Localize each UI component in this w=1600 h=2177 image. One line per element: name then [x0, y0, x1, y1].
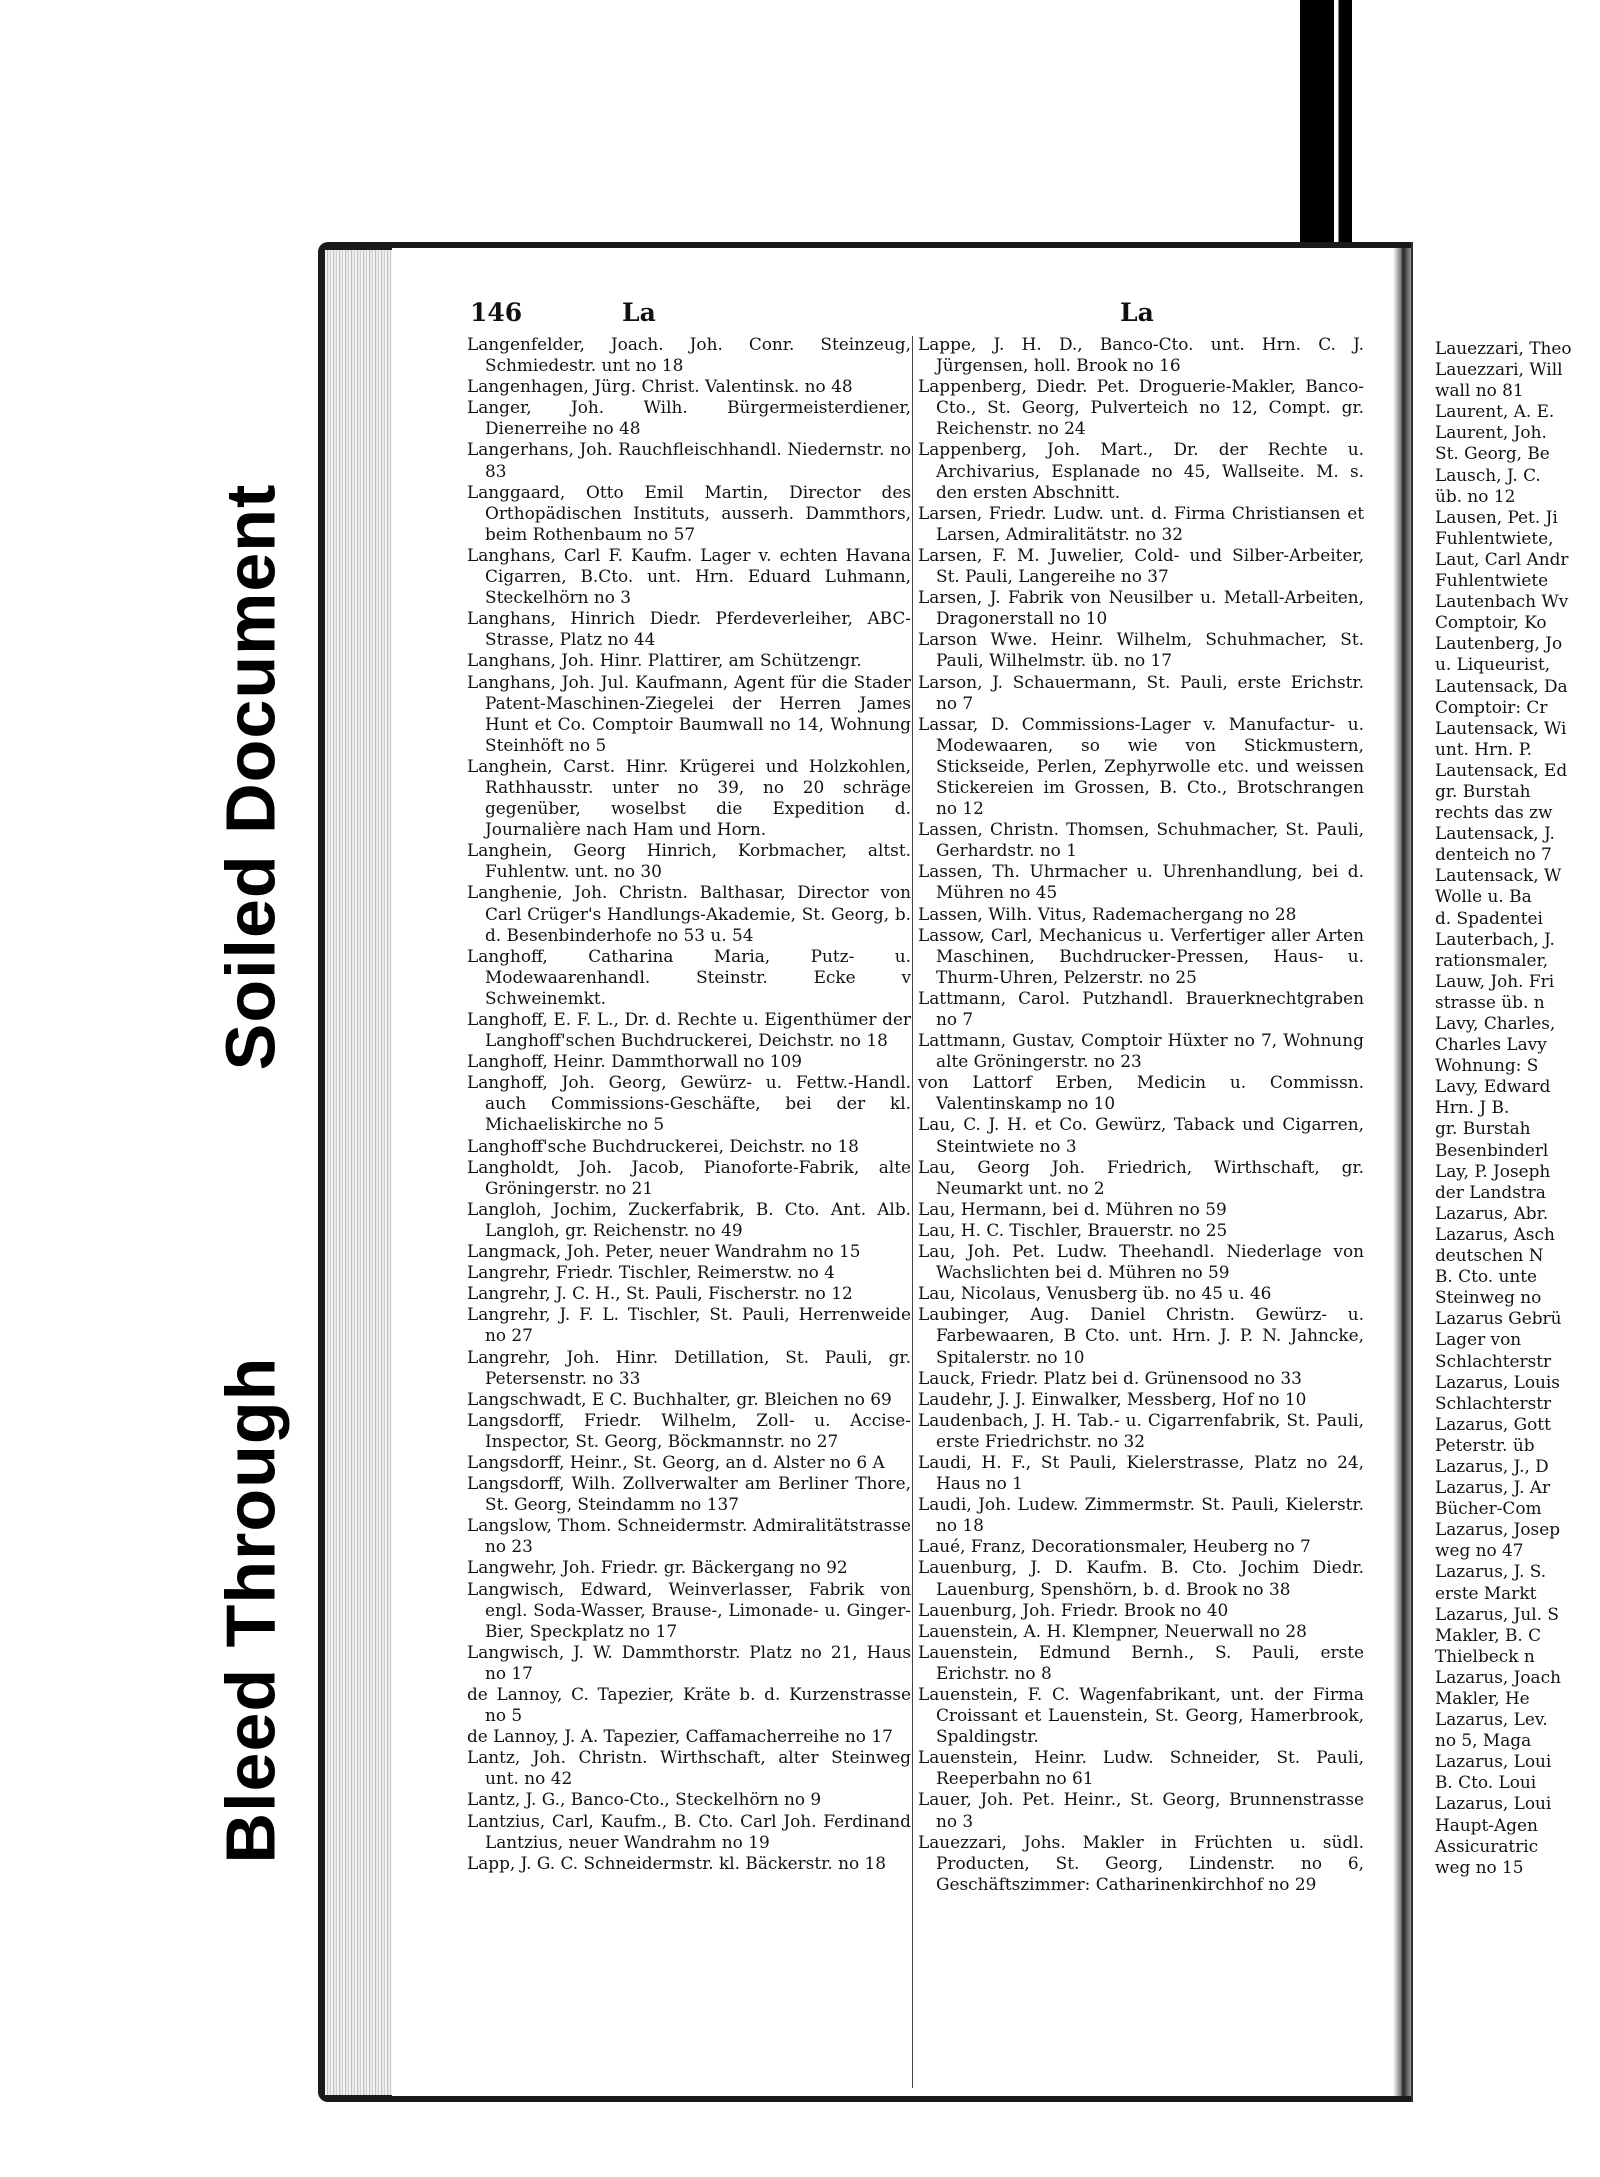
directory-entry: Langhoff, Catharina Maria, Putz- u. Modewaarenhandl. Steinstr. Ecke v Schweinemkt. [467, 945, 911, 1008]
directory-entry: Lantz, Joh. Christn. Wirthschaft, alter Steinweg unt. no 42 [467, 1747, 911, 1789]
directory-entry: Laudi, Joh. Ludew. Zimmermstr. St. Pauli, Kielerstr. no 18 [918, 1494, 1364, 1536]
directory-entry: Langsdorff, Friedr. Wilhelm, Zoll- u. Accise-Inspector, St. Georg, Böckmannstr. no 27 [467, 1409, 911, 1451]
directory-entry: Langrehr, J. F. L. Tischler, St. Pauli, Herrenweide no 27 [467, 1304, 911, 1346]
directory-entry: Lauer, Joh. Pet. Heinr., St. Georg, Brunnenstrasse no 3 [918, 1789, 1364, 1831]
directory-entry: Larsen, J. Fabrik von Neusilber u. Metall-Arbeiten, Dragonerstall no 10 [918, 587, 1364, 629]
directory-entry: Lazarus, Gott [1435, 1413, 1551, 1434]
directory-entry: Lau, Nicolaus, Venusberg üb. no 45 u. 46 [918, 1283, 1272, 1304]
directory-entry: Lautenberg, Jo [1435, 633, 1563, 654]
directory-entry: Lappe, J. H. D., Banco-Cto. unt. Hrn. C. J. Jürgensen, holl. Brook no 16 [918, 334, 1364, 376]
directory-entry: St. Georg, Be [1435, 443, 1550, 464]
directory-entry: Lau, Hermann, bei d. Mühren no 59 [918, 1198, 1227, 1219]
top-black-bar-secondary [1322, 0, 1352, 245]
directory-entry: Langslow, Thom. Schneidermstr. Admiralitätstrasse no 23 [467, 1515, 911, 1557]
directory-entry: Schlachterstr [1435, 1392, 1552, 1413]
column-divider [912, 336, 913, 2088]
directory-entry: Langhein, Carst. Hinr. Krügerei und Holzkohlen, Rathhausstr. unter no 39, no 20 schräge gegenüber, woselbst die Expedition d. Journalière nach Ham und Horn. [467, 755, 911, 840]
directory-entry: de Lannoy, C. Tapezier, Kräte b. d. Kurzenstrasse no 5 [467, 1684, 911, 1726]
directory-entry: Lappenberg, Joh. Mart., Dr. der Rechte u. Archivarius, Esplanade no 45, Wallseite. M. s. den ersten Abschnitt. [918, 439, 1364, 502]
directory-entry: Lautensack, Wi [1435, 717, 1567, 738]
directory-entry: Lazarus Gebrü [1435, 1308, 1562, 1329]
directory-entry: Steinweg no [1435, 1287, 1542, 1308]
directory-entry: Langsdorff, Wilh. Zollverwalter am Berliner Thore, St. Georg, Steindamm no 137 [467, 1473, 911, 1515]
directory-entry: Lassen, Wilh. Vitus, Rademachergang no 28 [918, 903, 1297, 924]
directory-entry: Langhoff, E. F. L., Dr. d. Rechte u. Eigenthümer der Langhoff'schen Buchdruckerei, Deichstr. no 18 [467, 1009, 911, 1051]
directory-entry: Langwehr, Joh. Friedr. gr. Bäckergang no 92 [467, 1557, 848, 1578]
directory-entry: Langsdorff, Heinr., St. Georg, an d. Alster no 6 A [467, 1451, 885, 1472]
directory-entry: Lazarus, Abr. [1435, 1202, 1549, 1223]
directory-entry: rationsmaler, [1435, 949, 1549, 970]
directory-entry: Langholdt, Joh. Jacob, Pianoforte-Fabrik, alte Gröningerstr. no 21 [467, 1156, 911, 1198]
directory-entry: strasse üb. n [1435, 991, 1545, 1012]
directory-entry: u. Liqueurist, [1435, 654, 1551, 675]
directory-entry: Lassen, Th. Uhrmacher u. Uhrenhandlung, bei d. Mühren no 45 [918, 861, 1364, 903]
directory-entry: Larson, J. Schauermann, St. Pauli, erste Erichstr. no 7 [918, 671, 1364, 713]
directory-entry: Larsen, F. M. Juwelier, Cold- und Silber-Arbeiter, St. Pauli, Langereihe no 37 [918, 544, 1364, 587]
directory-entry: Lazarus, Joach [1435, 1666, 1561, 1687]
directory-entry: Peterstr. üb [1435, 1434, 1535, 1455]
directory-column-right [1435, 338, 1600, 1878]
directory-entry: Laurent, Joh. [1435, 422, 1547, 443]
directory-entry: Langschwadt, E C. Buchhalter, gr. Bleichen no 69 [467, 1388, 892, 1409]
directory-entry: Lauenstein, A. H. Klempner, Neuerwall no 28 [918, 1620, 1307, 1641]
directory-entry: Lapp, J. G. C. Schneidermstr. kl. Bäckerstr. no 18 [467, 1852, 886, 1873]
directory-entry: Laudi, H. F., St Pauli, Kielerstrasse, Platz no 24, Haus no 1 [918, 1451, 1364, 1494]
directory-entry: Lauenburg, Joh. Friedr. Brook no 40 [918, 1599, 1229, 1620]
page-edges [325, 250, 393, 2095]
directory-entry: Lau, H. C. Tischler, Brauerstr. no 25 [918, 1219, 1228, 1240]
directory-entry: Makler, B. C [1435, 1624, 1542, 1645]
directory-entry: d. Spadentei [1435, 907, 1543, 928]
directory-entry: Langwisch, Edward, Weinverlasser, Fabrik von engl. Soda-Wasser, Brause-, Limonade- u. Ginger-Bier, Speckplatz no 17 [467, 1578, 911, 1641]
book-gutter [1393, 248, 1411, 2096]
directory-entry: Besenbinderl [1435, 1139, 1549, 1160]
directory-entry: Charles Lavy [1435, 1034, 1547, 1055]
directory-entry: de Lannoy, J. A. Tapezier, Caffamacherreihe no 17 [467, 1726, 893, 1747]
directory-entry: Langrehr, J. C. H., St. Pauli, Fischerstr. no 12 [467, 1283, 853, 1304]
directory-entry: Haupt-Agen [1435, 1814, 1538, 1835]
directory-entry: Assicuratric [1435, 1835, 1539, 1856]
directory-entry: Langgaard, Otto Emil Martin, Director des Orthopädischen Instituts, ausserh. Dammthors, beim Rothenbaum no 57 [467, 481, 911, 544]
directory-entry: Lappenberg, Diedr. Pet. Droguerie-Makler, Banco-Cto., St. Georg, Pulverteich no 12, Compt. gr. Reichenstr. no 24 [918, 376, 1364, 439]
directory-entry: Lassow, Carl, Mechanicus u. Verfertiger aller Arten Maschinen, Buchdrucker-Pressen, Haus- u. Thurm-Uhren, Pelzerstr. no 25 [918, 924, 1364, 987]
top-black-bar [1300, 0, 1322, 245]
directory-entry: Laurent, A. E. [1435, 401, 1555, 422]
directory-entry: Langerhans, Joh. Rauchfleischhandl. Niedernstr. no 83 [467, 439, 911, 481]
directory-entry: Lautensack, J. [1435, 823, 1555, 844]
directory-entry: Fuhlentwiete [1435, 570, 1549, 591]
directory-entry: Lazarus, Lev. [1435, 1709, 1548, 1730]
soiled-document-label [200, 472, 300, 1082]
directory-entry: Lantzius, Carl, Kaufm., B. Cto. Carl Joh. Ferdinand Lantzius, neuer Wandrahm no 19 [467, 1810, 911, 1852]
directory-entry: Lazarus, J. Ar [1435, 1477, 1551, 1498]
directory-entry: Lavy, Edward [1435, 1076, 1551, 1097]
directory-entry: Lausen, Pet. Ji [1435, 506, 1558, 527]
directory-entry: Lattmann, Gustav, Comptoir Hüxter no 7, Wohnung alte Gröningerstr. no 23 [918, 1030, 1364, 1072]
directory-entry: Langrehr, Friedr. Tischler, Reimerstw. no 4 [467, 1262, 835, 1283]
directory-entry: Lauck, Friedr. Platz bei d. Grünensood no 33 [918, 1367, 1302, 1388]
directory-entry: Fuhlentwiete, [1435, 527, 1554, 548]
directory-entry: Lauenstein, Heinr. Ludw. Schneider, St. Pauli, Reeperbahn no 61 [918, 1747, 1364, 1789]
directory-entry: Lager von [1435, 1329, 1522, 1350]
directory-entry: unt. Hrn. P. [1435, 738, 1533, 759]
running-header-middle: La [1120, 298, 1154, 327]
directory-entry: Langhein, Georg Hinrich, Korbmacher, altst. Fuhlentw. unt. no 30 [467, 840, 911, 882]
directory-entry: Bücher-Com [1435, 1498, 1542, 1519]
directory-entry: Langmack, Joh. Peter, neuer Wandrahm no 15 [467, 1241, 861, 1262]
directory-entry: üb. no 12 [1435, 485, 1516, 506]
directory-entry: Larson Wwe. Heinr. Wilhelm, Schuhmacher, St. Pauli, Wilhelmstr. üb. no 17 [918, 629, 1364, 671]
directory-entry: rechts das zw [1435, 802, 1553, 823]
directory-entry: Laudenbach, J. H. Tab.- u. Cigarrenfabrik, St. Pauli, erste Friedrichstr. no 32 [918, 1409, 1364, 1451]
directory-entry: Lautensack, W [1435, 865, 1562, 886]
page-number: 146 [470, 298, 523, 327]
directory-entry: Laut, Carl Andr [1435, 548, 1569, 569]
directory-entry: Langhans, Carl F. Kaufm. Lager v. echten Havana Cigarren, B.Cto. unt. Hrn. Eduard Luhmann, Steckelhörn no 3 [467, 544, 911, 608]
directory-entry: Langer, Joh. Wilh. Bürgermeisterdiener, Dienerreihe no 48 [467, 397, 911, 439]
directory-entry: Lauezzari, Will [1435, 359, 1563, 380]
directory-entry: Comptoir: Cr [1435, 696, 1548, 717]
directory-entry: Lazarus, Loui [1435, 1751, 1552, 1772]
directory-entry: Lautensack, Ed [1435, 759, 1568, 780]
directory-entry: Lavy, Charles, [1435, 1013, 1556, 1033]
directory-column-middle [918, 334, 1364, 1895]
directory-entry: Langrehr, Joh. Hinr. Detillation, St. Pauli, gr. Petersenstr. no 33 [467, 1346, 911, 1388]
directory-entry: Langwisch, J. W. Dammthorstr. Platz no 21, Haus no 17 [467, 1641, 911, 1683]
directory-entry: Hrn. J B. [1435, 1097, 1510, 1118]
directory-entry: Laudehr, J. J. Einwalker, Messberg, Hof no 10 [918, 1388, 1307, 1409]
directory-entry: der Landstra [1435, 1181, 1546, 1202]
directory-entry: Lauenstein, F. C. Wagenfabrikant, unt. der Firma Croissant et Lauenstein, St. Georg, Hamerbrook, Spaldingstr. [918, 1684, 1364, 1747]
directory-entry: Lau, C. J. H. et Co. Gewürz, Taback und Cigarren, Steintwiete no 3 [918, 1114, 1364, 1156]
directory-entry: Lazarus, Loui [1435, 1793, 1552, 1814]
directory-entry: Langhenie, Joh. Christn. Balthasar, Director von Carl Crüger's Handlungs-Akademie, St. Georg, b. d. Besenbinderhofe no 53 u. 54 [467, 882, 911, 945]
directory-entry: Langhoff'sche Buchdruckerei, Deichstr. no 18 [467, 1135, 859, 1156]
bleed-through-label [200, 1340, 300, 1880]
directory-entry: Lauenstein, Edmund Bernh., S. Pauli, erste Erichstr. no 8 [918, 1641, 1364, 1683]
directory-entry: erste Markt [1435, 1582, 1537, 1603]
directory-entry: Larsen, Friedr. Ludw. unt. d. Firma Christiansen et Larsen, Admiralitätstr. no 32 [918, 502, 1364, 544]
directory-entry: gr. Burstah [1435, 780, 1531, 801]
directory-entry: Lantz, J. G., Banco-Cto., Steckelhörn no 9 [467, 1789, 822, 1810]
directory-entry: Langhans, Joh. Hinr. Plattirer, am Schützengr. [467, 650, 862, 671]
directory-entry: Lauterbach, J. [1435, 928, 1555, 949]
directory-entry: Lautenbach Wv [1435, 591, 1569, 612]
directory-entry: Lazarus, J., D [1435, 1455, 1549, 1476]
directory-entry: Lauezzari, Theo [1435, 338, 1572, 358]
directory-entry: Lazarus, Asch [1435, 1223, 1555, 1244]
soiled-document-text: Soiled Document [211, 483, 290, 1071]
directory-entry: Wolle u. Ba [1435, 886, 1532, 907]
directory-entry: Lauenburg, J. D. Kaufm. B. Cto. Jochim Diedr. Lauenburg, Spenshörn, b. d. Brook no 38 [918, 1557, 1364, 1599]
directory-entry: Lassen, Christn. Thomsen, Schuhmacher, St. Pauli, Gerhardstr. no 1 [918, 819, 1364, 861]
directory-entry: Laubinger, Aug. Daniel Christn. Gewürz- u. Farbewaaren, B Cto. unt. Hrn. J. P. N. Jahncke, Spitalerstr. no 10 [918, 1304, 1364, 1367]
directory-entry: weg no 15 [1435, 1856, 1524, 1877]
directory-entry: B. Cto. unte [1435, 1266, 1538, 1287]
directory-entry: gr. Burstah [1435, 1118, 1531, 1139]
directory-column-left [467, 334, 911, 1874]
directory-entry: Lautensack, Da [1435, 675, 1568, 696]
directory-entry: Langhans, Hinrich Diedr. Pferdeverleiher, ABC-Strasse, Platz no 44 [467, 608, 911, 650]
directory-entry: Langenfelder, Joach. Joh. Conr. Steinzeug, Schmiedestr. unt no 18 [467, 334, 911, 376]
directory-entry: Schlachterstr [1435, 1350, 1552, 1371]
directory-entry: Laué, Franz, Decorationsmaler, Heuberg no 7 [918, 1536, 1311, 1557]
directory-entry: Langhoff, Joh. Georg, Gewürz- u. Fettw.-Handl. auch Commissions-Geschäfte, bei der kl. Michaeliskirche no 5 [467, 1072, 911, 1135]
directory-entry: Lausch, J. C. [1435, 464, 1541, 485]
directory-entry: Wohnung: S [1435, 1055, 1539, 1076]
directory-entry: Lauezzari, Johs. Makler in Früchten u. südl. Producten, St. Georg, Lindenstr. no 6, Geschäftszimmer: Catharinenkirchhof no 29 [918, 1831, 1364, 1894]
directory-entry: wall no 81 [1435, 380, 1524, 401]
directory-entry: Thielbeck n [1435, 1645, 1535, 1666]
directory-entry: von Lattorf Erben, Medicin u. Commissn. Valentinskamp no 10 [918, 1072, 1364, 1114]
directory-entry: Langenhagen, Jürg. Christ. Valentinsk. no 48 [467, 376, 853, 397]
directory-entry: Lauw, Joh. Fri [1435, 970, 1555, 991]
directory-entry: B. Cto. Loui [1435, 1772, 1537, 1793]
directory-entry: Lattmann, Carol. Putzhandl. Brauerknechtgraben no 7 [918, 987, 1364, 1029]
directory-entry: Langloh, Jochim, Zuckerfabrik, B. Cto. Ant. Alb. Langloh, gr. Reichenstr. no 49 [467, 1198, 911, 1240]
directory-entry: Makler, He [1435, 1688, 1530, 1708]
directory-entry: deutschen N [1435, 1245, 1544, 1266]
running-header-left: La [622, 298, 656, 327]
directory-entry: Lazarus, Louis [1435, 1371, 1560, 1392]
right-page [1411, 242, 1600, 2102]
directory-entry: denteich no 7 [1435, 844, 1552, 865]
directory-entry: Lau, Georg Joh. Friedrich, Wirthschaft, gr. Neumarkt unt. no 2 [918, 1156, 1364, 1198]
directory-entry: Comptoir, Ko [1435, 612, 1547, 633]
directory-entry: Langhoff, Heinr. Dammthorwall no 109 [467, 1051, 803, 1072]
directory-entry: Lay, P. Joseph [1435, 1160, 1551, 1181]
directory-entry: Langhans, Joh. Jul. Kaufmann, Agent für die Stader Patent-Maschinen-Ziegelei der Herren James Hunt et Co. Comptoir Baumwall no 14, Wohnung Steinhöft no 5 [467, 671, 911, 755]
bleed-through-text: Bleed Through [211, 1356, 289, 1864]
directory-entry: weg no 47 [1435, 1540, 1524, 1561]
directory-entry: Lazarus, Jul. S [1435, 1603, 1559, 1624]
directory-entry: no 5, Maga [1435, 1730, 1532, 1751]
directory-entry: Lassar, D. Commissions-Lager v. Manufactur- u. Modewaaren, so wie von Stickmustern, Stickseide, Perlen, Zephyrwolle etc. und weissen Stickereien im Grossen, B. Cto., Brotschrangen no 12 [918, 713, 1364, 819]
directory-entry: Lau, Joh. Pet. Ludw. Theehandl. Niederlage von Wachslichten bei d. Mühren no 59 [918, 1241, 1364, 1283]
directory-entry: Lazarus, Josep [1435, 1519, 1561, 1540]
directory-entry: Lazarus, J. S. [1435, 1561, 1547, 1582]
